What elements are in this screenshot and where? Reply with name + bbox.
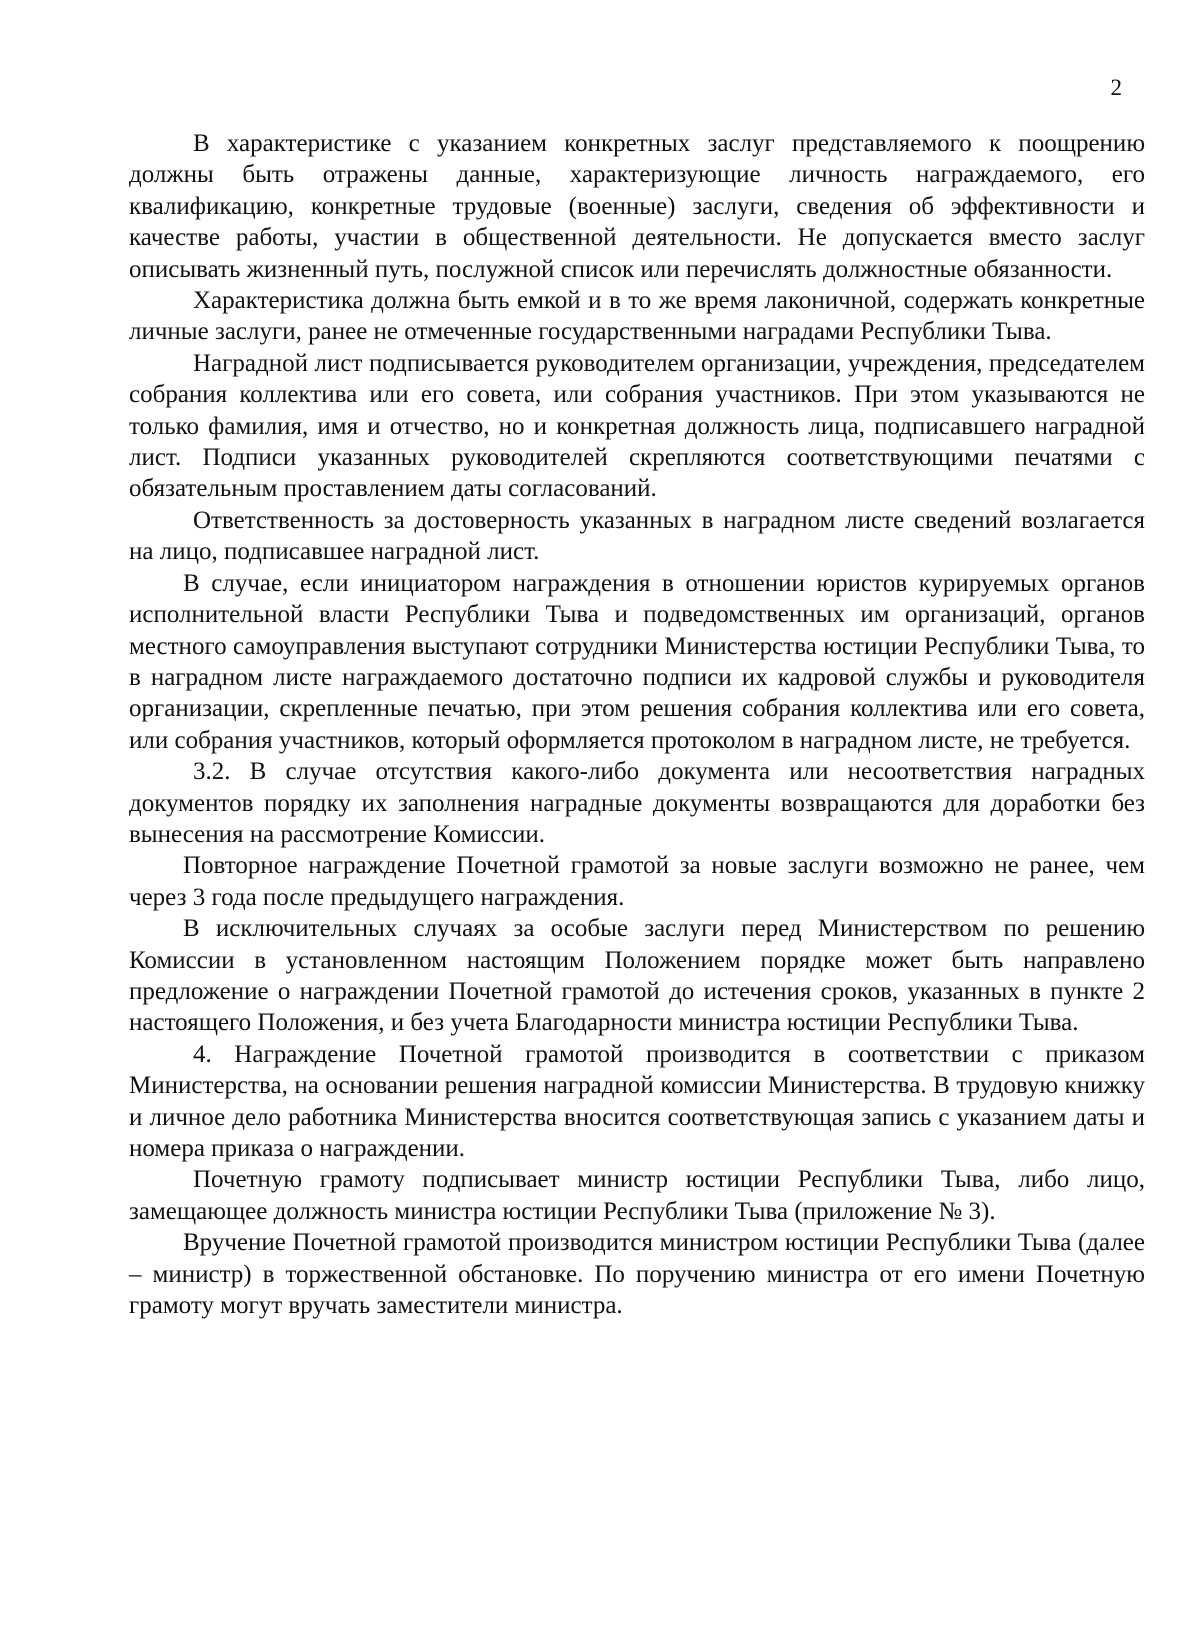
- paragraph-3-2-missing-documents: 3.2. В случае отсутствия какого-либо документа или несоответствия наградных документов порядку их заполнения наградные документы возвращаются для доработки без вынесения на рассмотрение Комиссии.: [129, 758, 1145, 848]
- paragraph-4-award-procedure: 4. Награждение Почетной грамотой производится в соответствии с приказом Министерства, на основании решения наградной комиссии Министерства. В трудовую книжку и личное дело работника Министерства вносится соответствующая запись с указанием даты и номера приказа о награждении.: [129, 1040, 1145, 1162]
- paragraph-repeat-award: Повторное награждение Почетной грамотой за новые заслуги возможно не ранее, чем через 3 года после предыдущего награждения.: [129, 852, 1145, 911]
- paragraph-award-sheet-signing: Наградной лист подписывается руководителем организации, учреждения, председателем собрания коллектива или его совета, или собрания участников. При этом указываются не только фамилия, имя и отчество, но и конкретная должность лица, подписавшего наградной лист. Подписи указанных руководителей скрепляются соответствующими печатями с обязательным проставлением даты согласований.: [129, 349, 1145, 503]
- paragraph-responsibility: Ответственность за достоверность указанных в наградном листе сведений возлагается на лицо, подписавшее наградной лист.: [129, 506, 1145, 566]
- document-body: [129, 128, 1145, 1321]
- paragraph-certificate-signing: Почетную грамоту подписывает министр юстиции Республики Тыва, либо лицо, замещающее должность министра юстиции Республики Тыва (приложение № 3).: [129, 1166, 1145, 1225]
- paragraph-characteristic-concise: Характеристика должна быть емкой и в то же время лаконичной, содержать конкретные личные заслуги, ранее не отмеченные государственными наградами Республики Тыва.: [129, 287, 1145, 346]
- paragraph-ministry-initiator: В случае, если инициатором награждения в отношении юристов курируемых органов исполнительной власти Республики Тыва и подведомственных им организаций, органов местного самоуправления выступают сотрудники Министерства юстиции Республики Тыва, то в наградном листе награждаемого достаточно подписи их кадровой службы и руководителя организации, скрепленные печатью, при этом решения собрания коллектива или его совета, или собрания участников, который оформляется протоколом в наградном листе, не требуется.: [129, 569, 1145, 754]
- paragraph-exceptional-cases: В исключительных случаях за особые заслуги перед Министерством по решению Комиссии в установленном настоящим Положением порядке может быть направлено предложение о награждении Почетной грамотой до истечения сроков, указанных в пункте 2 настоящего Положения, и без учета Благодарности министра юстиции Республики Тыва.: [129, 915, 1145, 1037]
- paragraph-certificate-presentation: Вручение Почетной грамотой производится министром юстиции Республики Тыва (далее – министр) в торжественной обстановке. По поручению министра от его имени Почетную грамоту могут вручать заместители министра.: [129, 1229, 1145, 1320]
- paragraph-characteristic-requirements: В характеристике с указанием конкретных заслуг представляемого к поощрению должны быть отражены данные, характеризующие личность награждаемого, его квалификацию, конкретные трудовые (военные) заслуги, сведения об эффективности и качестве работы, участии в общественной деятельности. Не допускается вместо заслуг описывать жизненный путь, послужной список или перечислять должностные обязанности.: [129, 130, 1145, 283]
- page-number: 2: [1110, 75, 1122, 100]
